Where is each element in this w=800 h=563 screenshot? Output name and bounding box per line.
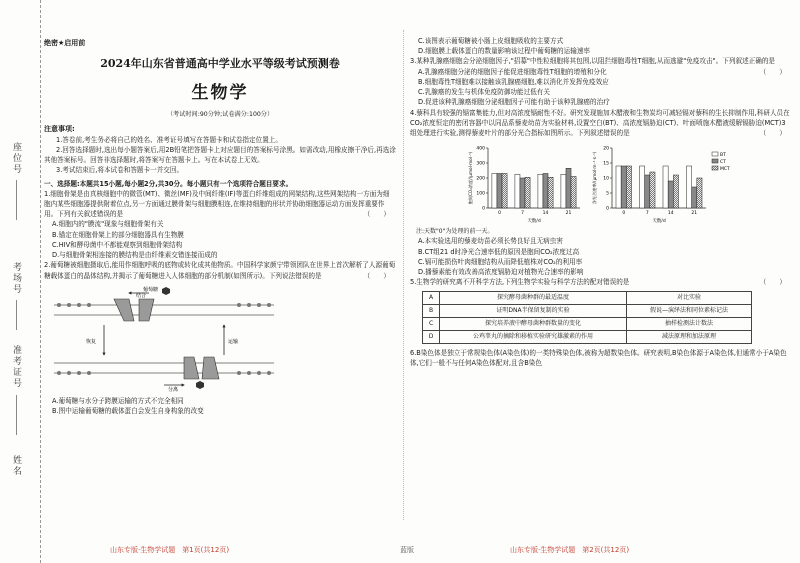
- bar: [561, 174, 566, 208]
- x-tick-label: 0: [498, 211, 501, 217]
- question-2-option-a: A.葡萄糖与水分子跨膜运输的方式不完全相同: [52, 396, 184, 405]
- bar: [520, 178, 525, 208]
- right-column: [410, 0, 792, 563]
- bar: [686, 166, 691, 208]
- bar: [497, 174, 502, 209]
- bar: [571, 177, 576, 209]
- x-tick-label: 21: [565, 211, 572, 217]
- y-tick-label: 300: [476, 161, 485, 167]
- exam-title: 2024年山东省普通高中学业水平等级考试预测卷: [100, 56, 340, 70]
- footer-mid: 蓝版: [400, 546, 414, 554]
- question-5-stem: 5.生物学的研究离不开科学方法,下列生物学实验与科学方法的配对错误的是 （ ）: [410, 278, 786, 287]
- y-axis-label: 净光合速率/(μmol·m⁻²·s⁻¹): [592, 151, 597, 205]
- bar: [663, 166, 668, 208]
- chart-intercellular-co2: [466, 142, 584, 224]
- bar: [668, 181, 673, 208]
- exam-meta: （考试时间:90分钟;试卷满分:100分）: [166, 111, 274, 119]
- binding-field-ticket: 准考证号: [11, 345, 21, 389]
- label-glucose: 葡萄糖: [142, 286, 158, 293]
- question-2-option-b: B.图中运输葡萄糖的载体蛋白会发生自身构象的改变: [52, 407, 204, 416]
- notes-heading: 注意事项:: [44, 124, 75, 133]
- y-tick-label: 400: [476, 146, 485, 152]
- question-1-option-c: C.HIV和酵母菌中不都能观察到细胞骨架结构: [52, 240, 183, 249]
- question-1-option-a: A.细胞内的"膜流"现象与细胞骨架有关: [52, 220, 164, 229]
- binding-field-name: 姓名: [11, 455, 21, 477]
- y-tick-label: 5: [606, 191, 609, 197]
- chart-net-photosynthesis: [590, 142, 740, 224]
- subject-title: 生物学: [191, 82, 249, 103]
- question-4-option-b: B.CT组21 d时净光合速率低的原因是胞间CO₂浓度过高: [418, 247, 580, 256]
- question-1-option-b: B.锚定在细胞骨架上的部分细胞器具有生物膜: [52, 230, 184, 239]
- left-column: [44, 0, 396, 563]
- bar: [645, 175, 650, 208]
- footer-right: 山东专版·生物学试题 第2页(共12页): [510, 546, 630, 554]
- question-5-table: [422, 291, 752, 344]
- legend-label: BT: [720, 153, 726, 159]
- question-3-option-b: B.细胞毒性T细胞难以接触该乳腺癌细胞,难以消化并发挥免疫效应: [418, 77, 609, 86]
- question-3-option-a: A.乳腺癌细胞分泌的细胞因子能促进细胞毒性T细胞的增殖和分化: [418, 67, 607, 76]
- question-4-note: 注:天数"0"为处理的前一天。: [416, 228, 494, 236]
- bar: [639, 166, 644, 208]
- table-row: C 探究培养液中酵母菌种群数量的变化 抽样检测法计数法: [423, 317, 752, 330]
- x-tick-label: 14: [667, 211, 674, 217]
- table-row: D 公鸡睾丸的摘除和移植实验研究雄激素的作用 减法原理和加法原理: [423, 330, 752, 343]
- question-4-option-c: C.镉可能损伤叶肉细胞结构从而降低植株对CO₂的利用率: [418, 257, 583, 266]
- note-item: 3.考试结束后,将本试卷和答题卡一并交回。: [56, 166, 184, 175]
- y-tick-label: 10: [603, 176, 609, 182]
- bar: [566, 168, 571, 208]
- question-2-stem: 2.葡萄糖被细胞摄取后,能用作细胞呼吸的底物或转化成其他物质。中国科学家颜宁带领团队在世界上首次解析了人源葡萄糖载体蛋白的晶体结构,并揭示了葡萄糖进入人体细胞的部分机制(如图所示)。下列说法错误的是 （ ）: [44, 261, 396, 280]
- x-axis-label: 天数/d: [652, 219, 666, 225]
- bar: [492, 174, 497, 209]
- section-heading: 一、选择题:本题共15小题,每小题2分,共30分。每小题只有一个选项符合题目要求。: [44, 179, 293, 188]
- bar: [650, 172, 655, 208]
- question-1-stem: 1.细胞骨架是由真核细胞中的微管(MT)、微丝(MF)及中间纤维(IF)等蛋白纤维组成的网架结构,这些网架结构一方面为细胞内某些细胞器提供附着位点,另一方面通过膜骨架与细胞膜相连,在维持细胞的形状并协助细胞器运动方面发挥重要作用。下列有关叙述错误的是 （ ）: [44, 189, 390, 219]
- question-4-stem: 4.藜科具有较强的镉富集能力,但对高浓度镉耐性不好。研究发现施加木醋液和生物炭均可减轻镉对藜科的生长抑制作用,科研人员在CO₂浓度恒定的密闭容器中以同品系藜麦幼苗为实验材料,设置空白(BT)、高浓度镉胁迫(CT)、叶面喷施木醋液缓解镉胁迫(MCT)3组处理进行实验,测得藜麦叶片的部分光合指标如图所示。下列叙述错误的是 （ ）: [410, 108, 790, 137]
- secret-mark: 绝密★启用前: [44, 39, 86, 47]
- question-4-charts: [466, 142, 792, 224]
- y-tick-label: 200: [476, 176, 485, 182]
- question-3-option-c: C.乳腺癌的发生与机体免疫防御功能过低有关: [418, 88, 550, 97]
- note-item: 1.答卷前,考生务必将自己的姓名、准考证号填写在答题卡和试卷指定位置上。: [56, 135, 282, 144]
- x-tick-label: 14: [542, 211, 549, 217]
- table-row: A 探究酵母菌种群的最适温度 对比实验: [423, 291, 752, 304]
- footer-left: 山东专版·生物学试题 第1页(共12页): [110, 546, 230, 554]
- x-tick-label: 7: [645, 211, 649, 217]
- bar: [621, 166, 626, 208]
- bar: [515, 174, 520, 208]
- binding-field-seat: 座位号: [11, 142, 21, 175]
- question-4-option-d: D.播藜素能有效改善高浓度镉胁迫对植物光合速率的影响: [418, 268, 584, 277]
- table-row: B 证明DNA半保留复制的实验 假说—演绎法和同位素标记法: [423, 304, 752, 317]
- bar: [616, 166, 621, 208]
- bar: [692, 187, 697, 208]
- legend-swatch: [712, 152, 718, 156]
- label-recover: 恢复: [86, 338, 97, 345]
- bar: [626, 166, 631, 208]
- label-transport: 运输: [228, 338, 239, 345]
- glucose-transporter-diagram: [44, 285, 284, 393]
- x-tick-label: 21: [691, 211, 698, 217]
- y-tick-label: 20: [603, 146, 609, 152]
- y-tick-label: 100: [476, 191, 485, 197]
- x-axis-label: 天数/d: [527, 219, 541, 225]
- question-1-option-d: D.与细胞骨架相连接的膜结构是由纤维素交错连接而成的: [52, 251, 218, 260]
- binding-field-room: 考场号: [11, 262, 21, 295]
- binding-margin: [0, 0, 41, 563]
- label-bind: 结合: [136, 292, 147, 299]
- legend-label: CT: [720, 160, 726, 166]
- bar: [502, 174, 507, 209]
- bar: [538, 174, 543, 208]
- y-tick-label: 15: [603, 161, 609, 167]
- question-6-stem: 6.B染色体是独立于常规染色体(A染色体)的一类特殊染色体,被称为超数染色体。研究表明,B染色体源于A染色体,但通常小于A染色体,它们一般不与任何A染色体配对,且含B染色: [410, 348, 787, 367]
- legend-swatch: [712, 166, 718, 170]
- x-tick-label: 7: [521, 211, 524, 217]
- y-tick-label: 0: [606, 206, 609, 212]
- label-separate: 分离: [168, 386, 179, 393]
- question-3-stem: 3.某种乳腺癌细胞会分泌细胞因子,"招募"中性粒细胞将其包围,以阻拦细胞毒性T细胞,从而逃避"免疫攻击"。下列叙述正确的是 （ ）: [410, 57, 786, 76]
- question-2-option-d: D.细胞膜上载体蛋白的数量影响该过程中葡萄糖的运输速率: [418, 47, 591, 56]
- bar: [525, 177, 530, 208]
- legend-label: MCT: [720, 167, 730, 173]
- bar: [673, 175, 678, 208]
- y-tick-label: 0: [482, 206, 485, 212]
- question-2-option-c: C.该图表示葡萄糖被小肠上皮细胞吸收的主要方式: [418, 37, 564, 45]
- legend-swatch: [712, 159, 718, 163]
- column-divider: [403, 30, 404, 520]
- y-axis-label: 胞间CO₂浓度/(μmol·mol⁻¹): [468, 151, 473, 205]
- bar: [543, 174, 548, 209]
- bar: [548, 177, 553, 208]
- bar: [697, 178, 702, 208]
- question-3-option-d: D.促进该种乳腺癌细胞分泌细胞因子可能有助于该种乳腺癌的治疗: [418, 98, 610, 107]
- note-item: 2.回答选择题时,选出每小题答案后,用2B铅笔把答题卡上对应题目的答案标号涂黑。如需改动,用橡皮擦干净后,再选涂其他答案标号。回答非选择题时,将答案写在答题卡上。写在本试卷上无效。: [44, 145, 396, 165]
- question-4-option-a: A.本实验选用的藜麦幼苗必须长势良好且无病虫害: [418, 237, 563, 246]
- x-tick-label: 0: [622, 211, 626, 217]
